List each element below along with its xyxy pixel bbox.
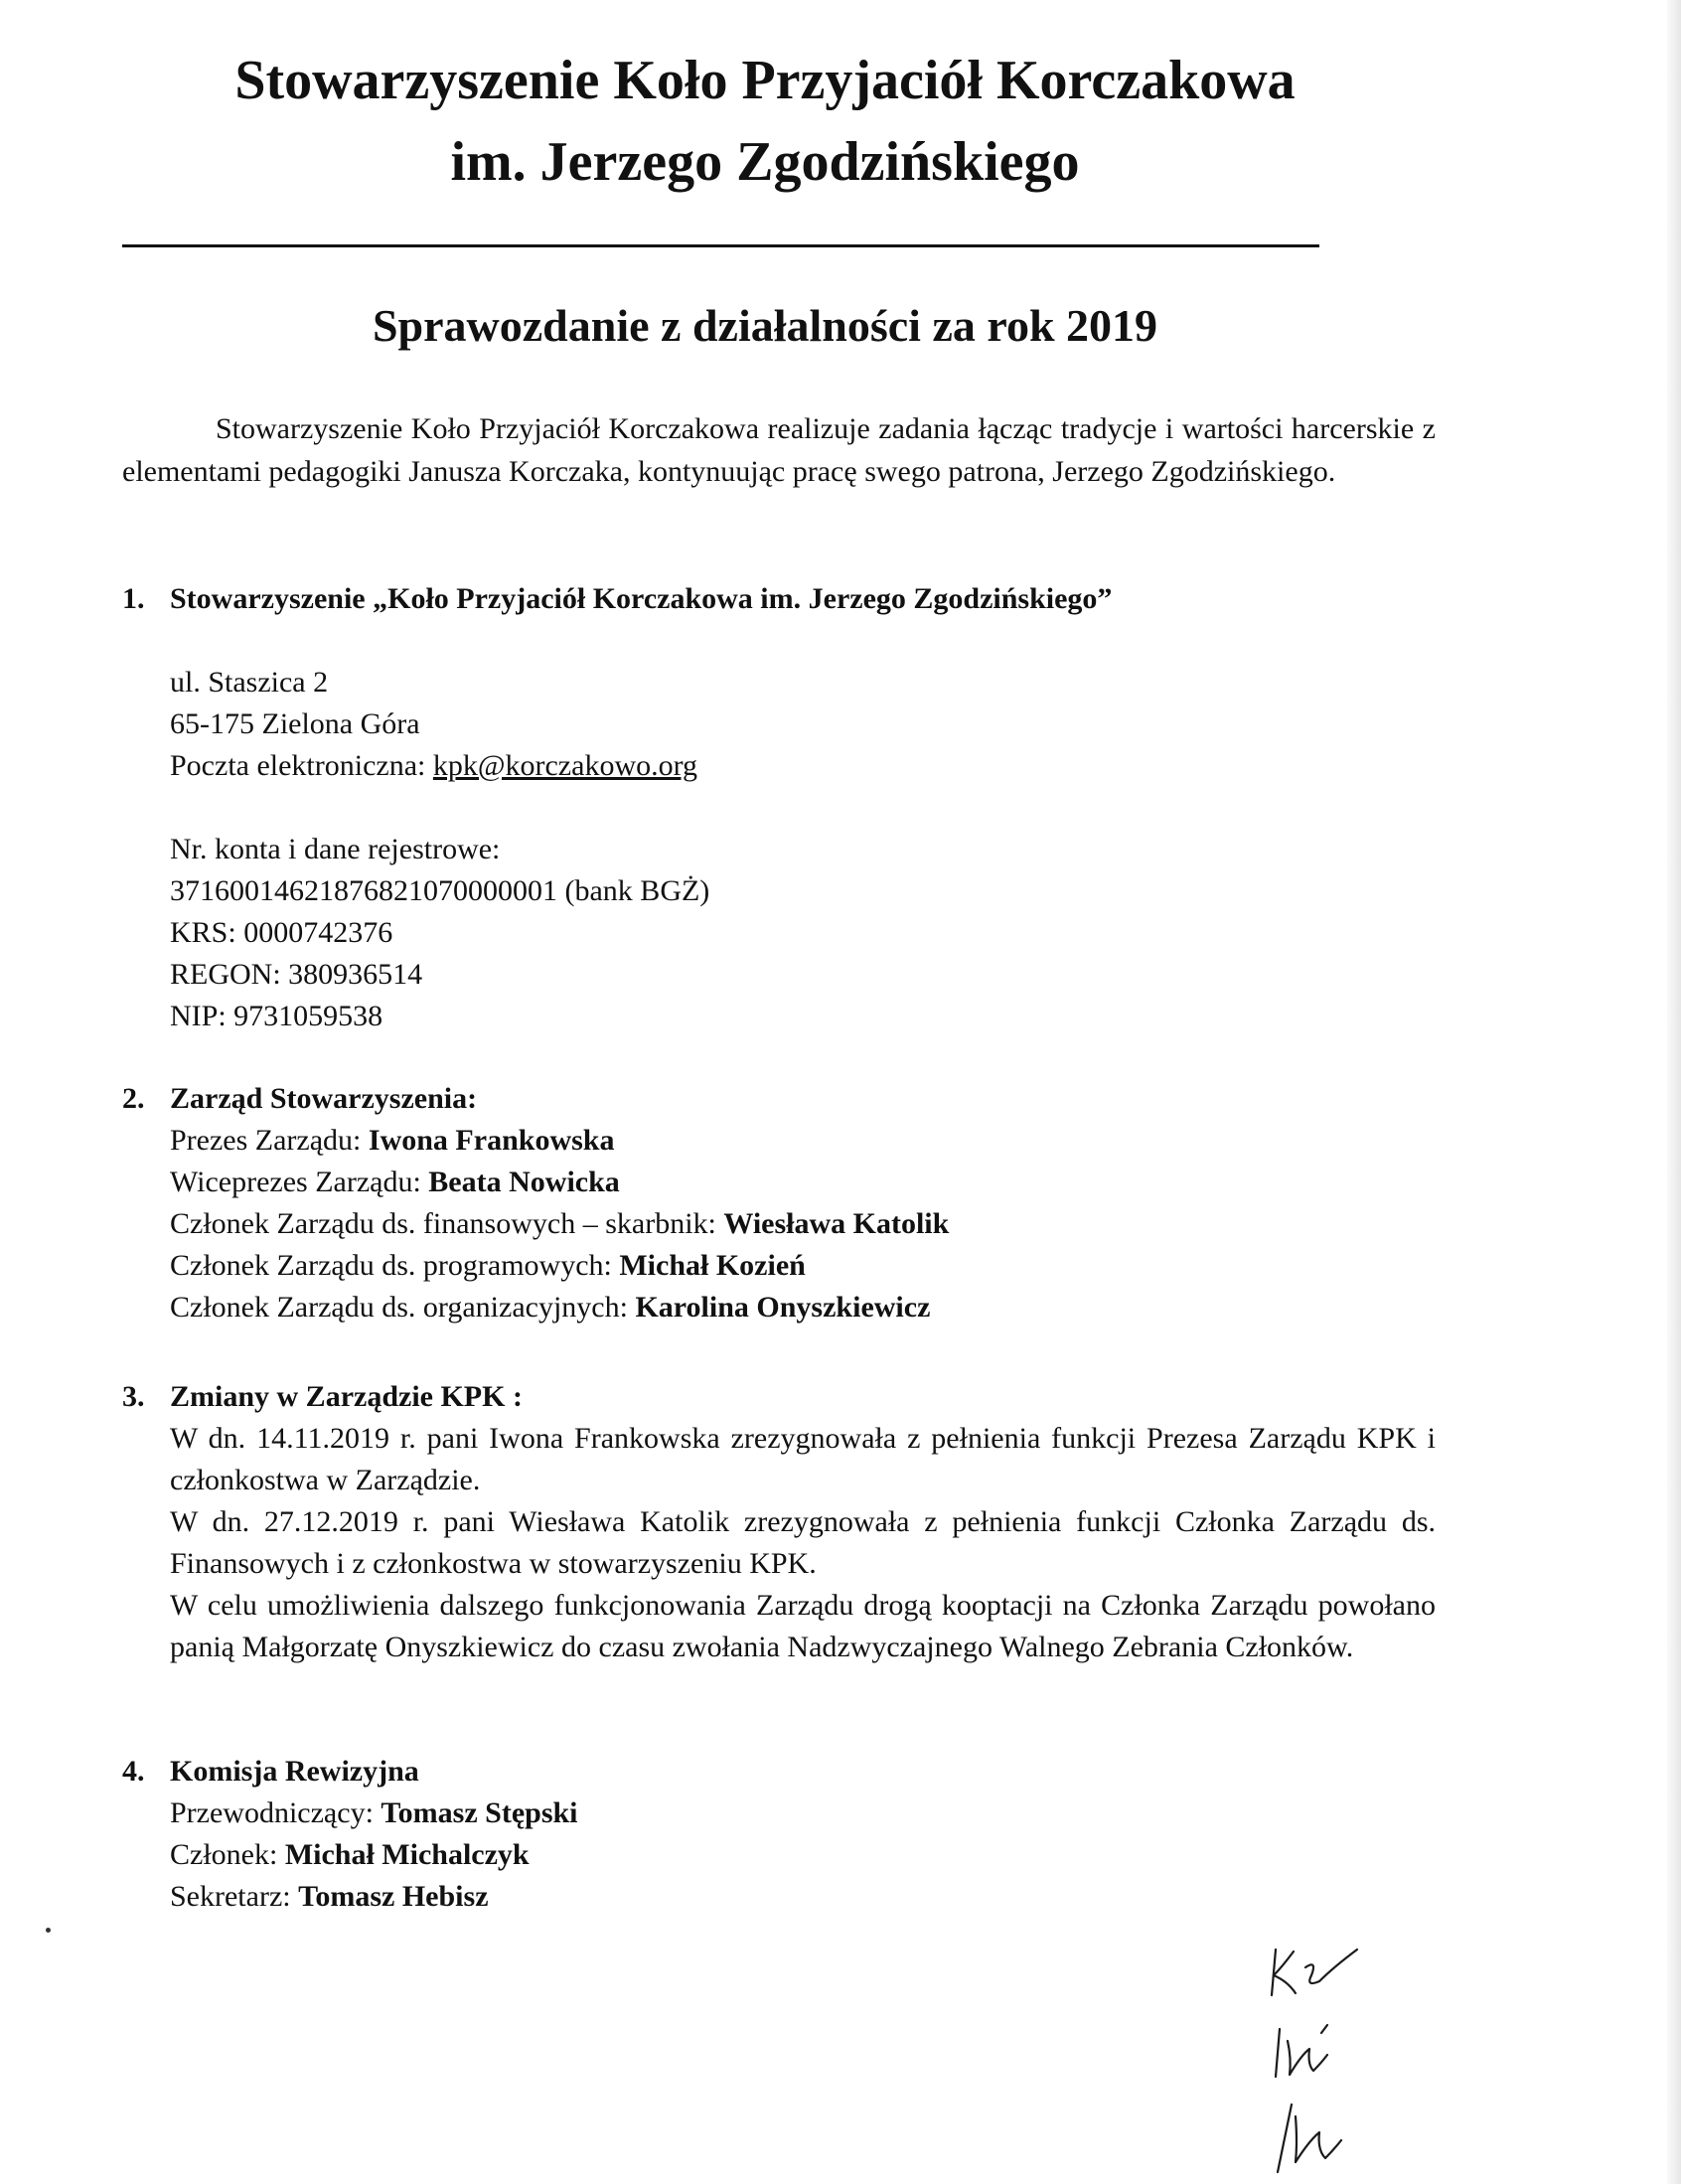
section-heading: Zarząd Stowarzyszenia: (170, 1082, 478, 1115)
board-member (170, 1203, 1436, 1245)
section-heading: Zmiany w Zarządzie KPK : (170, 1380, 523, 1413)
organization-title-line2: im. Jerzego Zgodzińskiego (450, 131, 1080, 193)
member-role: Członek: (170, 1838, 285, 1871)
handwritten-initials-signature (1262, 1938, 1401, 2184)
committee-member (170, 1876, 1436, 1918)
member-name: Wiesława Katolik (723, 1207, 950, 1240)
street-address: ul. Staszica 2 (170, 666, 329, 699)
changes-text (170, 1418, 1436, 1668)
section-number: 2. (122, 1082, 145, 1115)
member-role: Wiceprezes Zarządu: (170, 1166, 429, 1198)
email-link[interactable]: kpk@korczakowo.org (432, 749, 698, 782)
member-role: Przewodniczący: (170, 1796, 382, 1829)
regon-number: REGON: 380936514 (170, 958, 423, 991)
registry-label: Nr. konta i dane rejestrowe: (170, 833, 501, 865)
board-member (170, 1162, 1436, 1203)
member-name: Karolina Onyszkiewicz (635, 1291, 931, 1324)
nip-number: NIP: 9731059538 (170, 1000, 383, 1032)
member-role: Sekretarz: (170, 1880, 299, 1913)
member-role: Prezes Zarządu: (170, 1124, 369, 1157)
member-name: Michał Michalczyk (284, 1838, 530, 1871)
member-role: Członek Zarządu ds. finansowych – skarbnik: (170, 1207, 724, 1240)
member-name: Tomasz Hebisz (298, 1880, 489, 1913)
change-paragraph: W dn. 14.11.2019 r. pani Iwona Frankowska zrezygnowała z pełnienia funkcji Prezesa Zarządu KPK i członkostwa w Zarządzie. (170, 1422, 1436, 1496)
scan-speck (46, 1928, 51, 1933)
member-name: Beata Nowicka (428, 1166, 620, 1198)
registry-block (170, 829, 1436, 1037)
member-name: Michał Kozień (619, 1249, 806, 1282)
section-number: 1. (122, 582, 145, 615)
board-member (170, 1287, 1436, 1328)
committee-member (170, 1793, 1436, 1834)
email-line (170, 745, 1436, 787)
board-member (170, 1120, 1436, 1162)
change-paragraph: W celu umożliwienia dalszego funkcjonowania Zarządu drogą kooptacji na Członka Zarządu powołano panią Małgorzatę Onyszkiewicz do czasu zwołania Nadzwyczajnego Walnego Zebrania Członków. (170, 1589, 1436, 1663)
committee-member (170, 1834, 1436, 1876)
email-label: Poczta elektroniczna: (170, 749, 433, 782)
committee-members-list (170, 1793, 1436, 1918)
section-heading: Stowarzyszenie „Koło Przyjaciół Korczakowa im. Jerzego Zgodzińskiego” (170, 582, 1113, 615)
board-member (170, 1245, 1436, 1287)
city-postcode: 65-175 Zielona Góra (170, 707, 420, 740)
bank-account: 37160014621876821070000001 (bank BGŻ) (170, 874, 710, 907)
member-name: Tomasz Stępski (381, 1796, 578, 1829)
title-divider (122, 244, 1319, 247)
report-title: Sprawozdanie z działalności za rok 2019 (372, 300, 1158, 351)
address-block (170, 662, 1436, 787)
section-heading: Komisja Rewizyjna (170, 1755, 419, 1788)
page-edge-shadow (1667, 0, 1681, 2184)
change-paragraph: W dn. 27.12.2019 r. pani Wiesława Katolik zrezygnowała z pełnienia funkcji Członka Zarządu ds. Finansowych i z członkostwa w stowarzyszeniu KPK. (170, 1505, 1436, 1580)
organization-title-line1: Stowarzyszenie Koło Przyjaciół Korczakowa (234, 50, 1296, 111)
krs-number: KRS: 0000742376 (170, 916, 393, 949)
member-role: Członek Zarządu ds. programowych: (170, 1249, 620, 1282)
intro-paragraph: Stowarzyszenie Koło Przyjaciół Korczakowa realizuje zadania łącząc tradycje i wartości harcerskie z elementami pedagogiki Janusza Korczaka, kontynuując pracę swego patrona, Jerzego Zgodzińskiego. (122, 412, 1436, 488)
member-role: Członek Zarządu ds. organizacyjnych: (170, 1291, 636, 1324)
member-name: Iwona Frankowska (368, 1124, 615, 1157)
section-number: 3. (122, 1380, 145, 1413)
section-number: 4. (122, 1755, 145, 1788)
board-members-list (170, 1120, 1436, 1328)
